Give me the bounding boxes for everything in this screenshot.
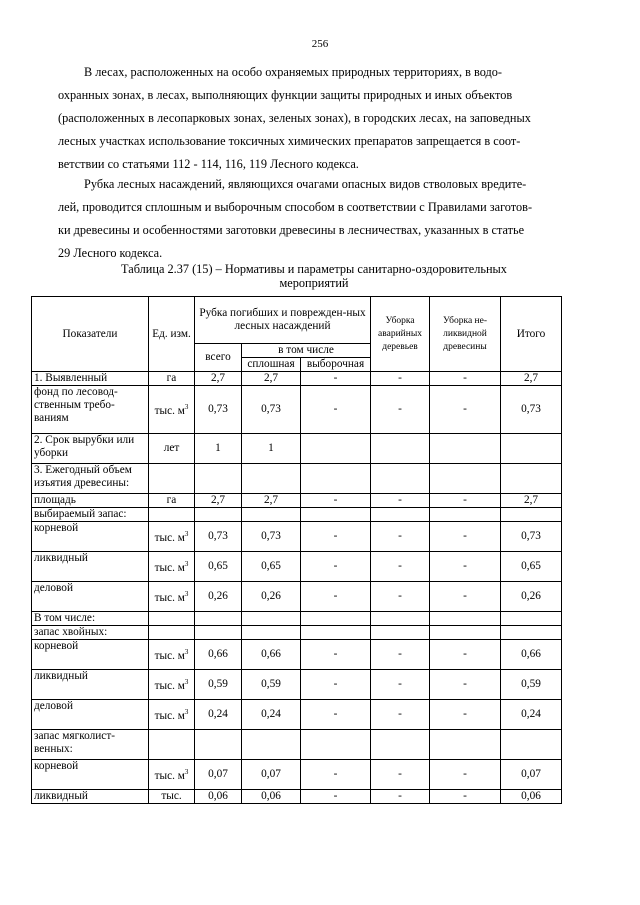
row-all: 0,59 — [195, 670, 242, 700]
row-windfall — [371, 508, 430, 522]
row-selective: - — [301, 372, 371, 386]
row-unit — [149, 730, 195, 760]
row-windfall: - — [371, 700, 430, 730]
row-windfall — [371, 464, 430, 494]
unit-superscript: 3 — [184, 560, 189, 569]
paragraph-line: Рубка лесных насаждений, являющихся очагами опасных видов стволовых вредите- — [84, 177, 527, 191]
row-all — [195, 612, 242, 626]
table-row — [32, 434, 562, 464]
row-all — [195, 464, 242, 494]
row-nonliquid: - — [430, 494, 501, 508]
row-all: 0,65 — [195, 552, 242, 582]
row-clear: 0,73 — [242, 522, 301, 552]
row-clear: 0,59 — [242, 670, 301, 700]
row-unit — [149, 464, 195, 494]
row-unit: га — [149, 372, 195, 386]
header-windfall: Уборка аварийных деревьев — [371, 297, 430, 372]
table-row — [32, 790, 562, 804]
unit-superscript: 3 — [184, 768, 189, 777]
row-selective — [301, 464, 371, 494]
row-label: корневой — [32, 522, 149, 552]
row-selective — [301, 612, 371, 626]
row-label: корневой — [32, 640, 149, 670]
row-all: 0,24 — [195, 700, 242, 730]
header-felling: Рубка погибших и поврежден-ных лесных насаждений — [195, 297, 371, 344]
row-windfall — [371, 612, 430, 626]
row-nonliquid: - — [430, 760, 501, 790]
row-total — [501, 464, 562, 494]
row-total — [501, 508, 562, 522]
header-incl: в том числе — [242, 344, 371, 358]
row-all — [195, 508, 242, 522]
row-windfall: - — [371, 386, 430, 434]
row-clear — [242, 730, 301, 760]
page-number: 256 — [311, 38, 329, 50]
row-windfall: - — [371, 670, 430, 700]
row-total: 0,65 — [501, 552, 562, 582]
row-label: запас мягколист-венных: — [32, 730, 149, 760]
row-total: 0,73 — [501, 386, 562, 434]
row-windfall: - — [371, 760, 430, 790]
row-clear — [242, 626, 301, 640]
paragraph-line: (расположенных в лесопарковых зонах, зеленых зонах), в городских лесах, на заповедных — [58, 111, 531, 125]
row-selective: - — [301, 760, 371, 790]
row-unit — [149, 508, 195, 522]
row-windfall: - — [371, 790, 430, 804]
header-total-all: всего — [195, 344, 242, 372]
row-clear: 1 — [242, 434, 301, 464]
row-nonliquid: - — [430, 790, 501, 804]
row-selective: - — [301, 670, 371, 700]
row-label: ликвидный — [32, 552, 149, 582]
row-selective — [301, 434, 371, 464]
unit-superscript: 3 — [184, 678, 189, 687]
row-total: 0,73 — [501, 522, 562, 552]
row-all: 0,73 — [195, 386, 242, 434]
row-total: 2,7 — [501, 494, 562, 508]
table-row — [32, 582, 562, 612]
table-caption — [58, 262, 570, 290]
row-nonliquid — [430, 508, 501, 522]
paragraph-line: В лесах, расположенных на особо охраняемых природных территориях, в водо- — [84, 65, 503, 79]
row-nonliquid: - — [430, 522, 501, 552]
row-total: 0,66 — [501, 640, 562, 670]
row-total: 0,59 — [501, 670, 562, 700]
paragraph-line: 29 Лесного кодекса. — [58, 246, 163, 260]
row-nonliquid: - — [430, 670, 501, 700]
row-total — [501, 434, 562, 464]
paragraph-line: ветствии со статьями 112 - 114, 116, 119 Лесного кодекса. — [58, 157, 359, 171]
row-label: 1. Выявленный — [32, 372, 149, 386]
header-total: Итого — [501, 297, 562, 372]
row-all: 0,73 — [195, 522, 242, 552]
row-nonliquid: - — [430, 552, 501, 582]
header-selective: выборочная — [301, 358, 371, 372]
row-unit: тыс. $м^3$ — [149, 386, 195, 434]
row-label: запас хвойных: — [32, 626, 149, 640]
row-unit: тыс. — [149, 790, 195, 804]
row-label: фонд по лесовод-ственным требо-ваниям — [32, 386, 149, 434]
row-label: выбираемый запас: — [32, 508, 149, 522]
row-selective: - — [301, 790, 371, 804]
row-unit: тыс. $м^3$ — [149, 552, 195, 582]
table-row — [32, 464, 562, 494]
paragraph-felling — [58, 173, 570, 265]
row-label: 3. Ежегодный объем изъятия древесины: — [32, 464, 149, 494]
table-row — [32, 626, 562, 640]
table-row — [32, 552, 562, 582]
row-all: 0,06 — [195, 790, 242, 804]
row-unit: тыс. $м^3$ — [149, 582, 195, 612]
paragraph-line: охранных зонах, в лесах, выполняющих функции защиты природных и иных объектов — [58, 88, 513, 102]
row-windfall: - — [371, 552, 430, 582]
row-selective: - — [301, 552, 371, 582]
row-unit — [149, 612, 195, 626]
row-label: ликвидный — [32, 670, 149, 700]
paragraph-line: лесных участках использование токсичных химических препаратов запрещается в соот- — [58, 134, 521, 148]
row-clear: 0,65 — [242, 552, 301, 582]
table-row — [32, 372, 562, 386]
table-row — [32, 640, 562, 670]
caption-line: мероприятий — [279, 276, 349, 290]
row-total — [501, 612, 562, 626]
row-unit: тыс. $м^3$ — [149, 760, 195, 790]
row-clear: 0,07 — [242, 760, 301, 790]
row-unit: тыс. $м^3$ — [149, 670, 195, 700]
row-nonliquid — [430, 626, 501, 640]
header-row — [32, 297, 562, 344]
unit-superscript: 3 — [184, 530, 189, 539]
row-unit — [149, 626, 195, 640]
table-row — [32, 494, 562, 508]
row-all — [195, 626, 242, 640]
unit-superscript: 3 — [184, 708, 189, 717]
row-label: площадь — [32, 494, 149, 508]
sanitary-measures-table — [31, 296, 562, 804]
row-unit: тыс. $м^3$ — [149, 700, 195, 730]
row-label: В том числе: — [32, 612, 149, 626]
row-label: деловой — [32, 582, 149, 612]
row-clear: 2,7 — [242, 494, 301, 508]
row-clear: 0,24 — [242, 700, 301, 730]
row-unit: тыс. $м^3$ — [149, 522, 195, 552]
header-indicators: Показатели — [32, 297, 149, 372]
row-windfall — [371, 626, 430, 640]
row-windfall — [371, 434, 430, 464]
paragraph-protected-forests — [58, 61, 570, 176]
header-nonliquid: Уборка не-ликвидной древесины — [430, 297, 501, 372]
row-all: 1 — [195, 434, 242, 464]
row-nonliquid — [430, 612, 501, 626]
row-label: ликвидный — [32, 790, 149, 804]
row-clear — [242, 508, 301, 522]
row-nonliquid — [430, 434, 501, 464]
table-row — [32, 386, 562, 434]
row-nonliquid — [430, 730, 501, 760]
row-nonliquid: - — [430, 640, 501, 670]
row-total: 0,24 — [501, 700, 562, 730]
row-clear — [242, 464, 301, 494]
row-total: 0,26 — [501, 582, 562, 612]
row-selective: - — [301, 386, 371, 434]
row-clear: 2,7 — [242, 372, 301, 386]
row-selective — [301, 508, 371, 522]
row-windfall: - — [371, 494, 430, 508]
header-clear: сплошная — [242, 358, 301, 372]
unit-superscript: 3 — [184, 590, 189, 599]
row-all: 2,7 — [195, 372, 242, 386]
row-nonliquid: - — [430, 372, 501, 386]
row-selective: - — [301, 582, 371, 612]
table-row — [32, 508, 562, 522]
row-windfall: - — [371, 522, 430, 552]
paragraph-line: ки древесины и особенностями заготовки древесины в лесничествах, указанных в статье — [58, 223, 525, 237]
row-nonliquid — [430, 464, 501, 494]
table-row — [32, 670, 562, 700]
row-selective — [301, 626, 371, 640]
row-total: 0,06 — [501, 790, 562, 804]
header-unit: Ед. изм. — [149, 297, 195, 372]
row-total — [501, 626, 562, 640]
row-clear — [242, 612, 301, 626]
row-label: 2. Срок вырубки или уборки — [32, 434, 149, 464]
row-nonliquid: - — [430, 582, 501, 612]
row-label: деловой — [32, 700, 149, 730]
row-windfall — [371, 730, 430, 760]
row-unit: га — [149, 494, 195, 508]
unit-superscript: 3 — [184, 648, 189, 657]
row-nonliquid: - — [430, 386, 501, 434]
row-selective: - — [301, 640, 371, 670]
table-row — [32, 760, 562, 790]
row-windfall: - — [371, 582, 430, 612]
row-unit: тыс. $м^3$ — [149, 640, 195, 670]
row-all: 0,26 — [195, 582, 242, 612]
caption-line: Таблица 2.37 (15) – Нормативы и параметры санитарно-оздоровительных — [121, 262, 507, 276]
table-row — [32, 612, 562, 626]
row-selective: - — [301, 700, 371, 730]
row-windfall: - — [371, 640, 430, 670]
unit-superscript: 3 — [184, 403, 189, 412]
row-all: 0,66 — [195, 640, 242, 670]
row-nonliquid: - — [430, 700, 501, 730]
row-windfall: - — [371, 372, 430, 386]
row-clear: 0,73 — [242, 386, 301, 434]
row-all — [195, 730, 242, 760]
row-clear: 0,26 — [242, 582, 301, 612]
row-unit: лет — [149, 434, 195, 464]
row-all: 0,07 — [195, 760, 242, 790]
row-all: 2,7 — [195, 494, 242, 508]
row-clear: 0,66 — [242, 640, 301, 670]
row-label: корневой — [32, 760, 149, 790]
row-selective — [301, 730, 371, 760]
table-row — [32, 700, 562, 730]
row-total: 0,07 — [501, 760, 562, 790]
table-row — [32, 522, 562, 552]
row-selective: - — [301, 522, 371, 552]
table-row — [32, 730, 562, 760]
row-total: 2,7 — [501, 372, 562, 386]
paragraph-line: лей, проводится сплошным и выборочным способом в соответствии с Правилами заготов- — [58, 200, 533, 214]
row-total — [501, 730, 562, 760]
row-selective: - — [301, 494, 371, 508]
row-clear: 0,06 — [242, 790, 301, 804]
